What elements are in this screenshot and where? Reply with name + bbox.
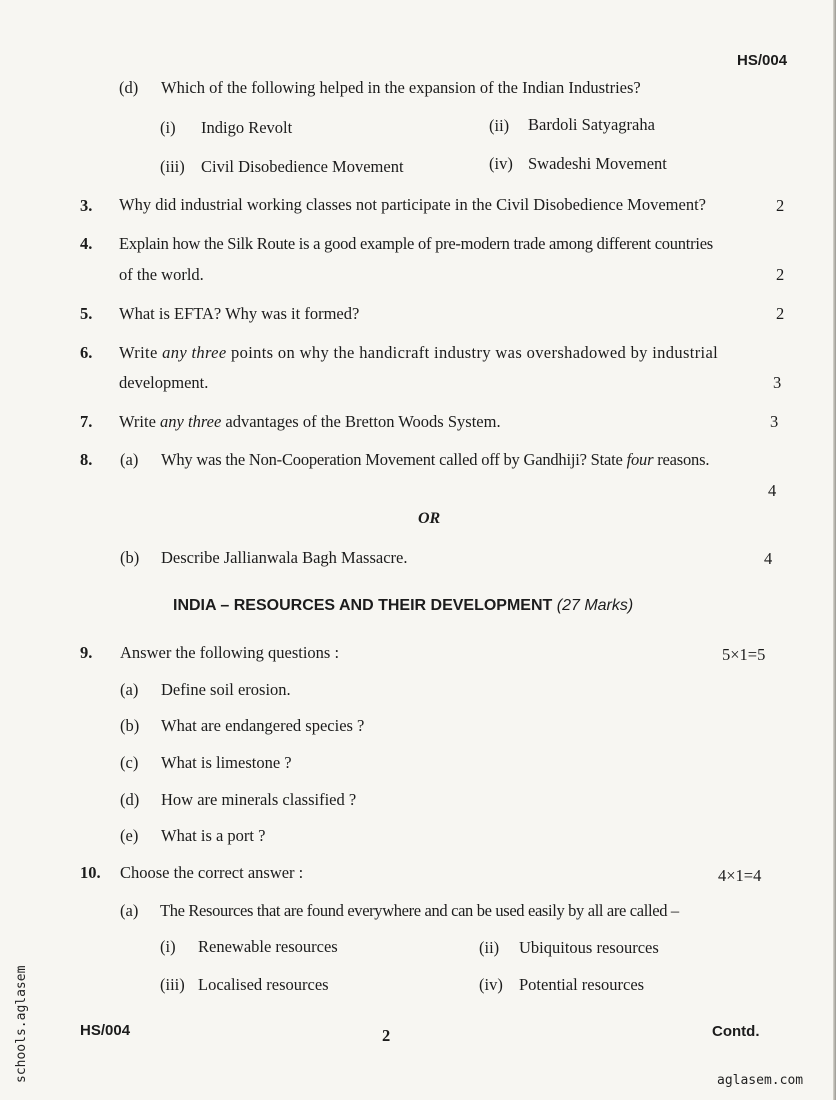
q2d-option-label: (ii) — [489, 116, 510, 135]
side-watermark: schools.aglasem — [14, 965, 29, 1083]
section-heading: INDIA – RESOURCES AND THEIR DEVELOPMENT (27 Marks) — [173, 597, 634, 614]
q9-item-label: (d) — [120, 790, 140, 809]
q6-number: 6. — [80, 343, 93, 362]
page-number: 2 — [382, 1026, 391, 1045]
q4-text-line1: Explain how the Silk Route is a good example of pre-modern trade among different countries — [119, 234, 713, 253]
q5-text: What is EFTA? Why was it formed? — [119, 304, 360, 323]
q8a-marks: 4 — [768, 481, 777, 500]
q10a-option-label: (ii) — [479, 938, 500, 957]
q2d-option-text: Bardoli Satyagraha — [528, 115, 655, 134]
q8a-text: Why was the Non-Cooperation Movement called off by Gandhiji? State four reasons. — [161, 450, 710, 469]
q8a-label: (a) — [120, 450, 139, 469]
q9-number: 9. — [80, 643, 93, 662]
q4-text-line2: of the world. — [119, 265, 204, 284]
q9-item-text: What are endangered species ? — [161, 716, 365, 735]
q9-item-label: (b) — [120, 716, 140, 735]
q9-item-label: (c) — [120, 753, 139, 772]
q2d-option-label: (iv) — [489, 154, 513, 173]
q10a-option-label: (iv) — [479, 975, 503, 994]
q10a-option-text: Potential resources — [519, 975, 645, 994]
q9-item-text: How are minerals classified ? — [161, 790, 357, 809]
q9-item-text: Define soil erosion. — [161, 680, 291, 699]
q5-number: 5. — [80, 304, 93, 323]
q9-item-text: What is limestone ? — [161, 753, 292, 772]
q4-marks: 2 — [776, 265, 785, 284]
q6-text-line2: development. — [119, 373, 209, 392]
footer-paper-code: HS/004 — [80, 1022, 131, 1039]
q10a-label: (a) — [120, 901, 139, 920]
q10a-option-text: Ubiquitous resources — [519, 938, 659, 957]
q3-marks: 2 — [776, 196, 785, 215]
q8-number: 8. — [80, 450, 93, 469]
q3-text: Why did industrial working classes not participate in the Civil Disobedience Movement? — [119, 195, 706, 214]
q10-text: Choose the correct answer : — [120, 863, 304, 882]
q2d-option-label: (iii) — [160, 157, 185, 176]
q7-marks: 3 — [770, 412, 779, 431]
continued-label: Contd. — [712, 1023, 760, 1040]
q10a-option-text: Localised resources — [198, 975, 329, 994]
q6-text-line1: Write any three points on why the handicraft industry was overshadowed by industrial — [119, 343, 719, 362]
q9-item-label: (a) — [120, 680, 139, 699]
q10-marks: 4×1=4 — [718, 866, 762, 885]
q8b-label: (b) — [120, 548, 140, 567]
q2d-label: (d) — [119, 78, 139, 97]
or-separator: OR — [418, 510, 441, 527]
q2d-text: Which of the following helped in the expansion of the Indian Industries? — [161, 78, 641, 97]
q2d-option-text: Civil Disobedience Movement — [201, 157, 404, 176]
q2d-option-text: Indigo Revolt — [201, 118, 293, 137]
q5-marks: 2 — [776, 304, 785, 323]
q8b-text: Describe Jallianwala Bagh Massacre. — [161, 548, 408, 567]
q7-number: 7. — [80, 412, 93, 431]
header-paper-code: HS/004 — [737, 52, 788, 69]
bottom-watermark: aglasem.com — [717, 1073, 804, 1088]
q3-number: 3. — [80, 196, 93, 215]
q9-text: Answer the following questions : — [120, 643, 340, 662]
q4-number: 4. — [80, 234, 93, 253]
q2d-option-text: Swadeshi Movement — [528, 154, 667, 173]
q10a-option-text: Renewable resources — [198, 937, 338, 956]
q9-marks: 5×1=5 — [722, 645, 766, 664]
q8b-marks: 4 — [764, 549, 773, 568]
q2d-option-label: (i) — [160, 118, 176, 137]
q10a-option-label: (i) — [160, 937, 176, 956]
q10a-text: The Resources that are found everywhere and can be used easily by all are called – — [160, 901, 679, 920]
q9-item-label: (e) — [120, 826, 139, 845]
q10-number: 10. — [80, 863, 101, 882]
q7-text: Write any three advantages of the Bretton Woods System. — [119, 412, 501, 431]
q9-item-text: What is a port ? — [161, 826, 266, 845]
q6-marks: 3 — [773, 373, 782, 392]
q10a-option-label: (iii) — [160, 975, 185, 994]
